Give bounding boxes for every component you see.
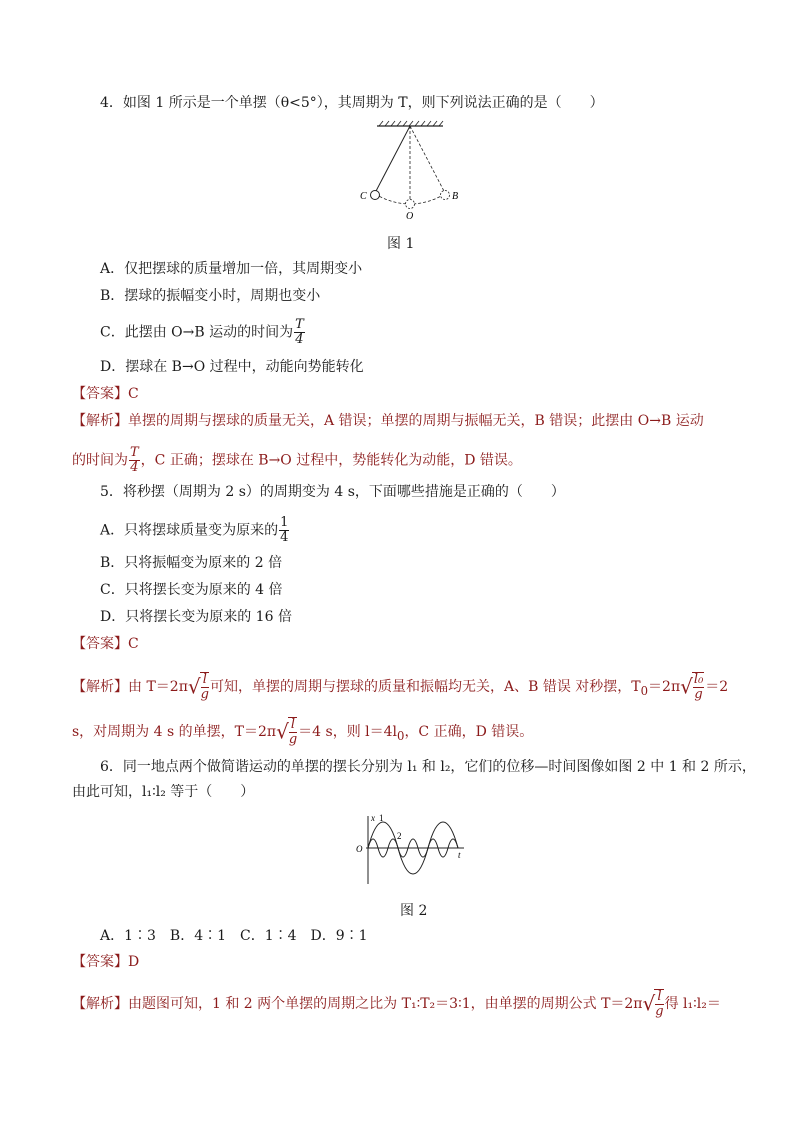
- analysis-text: 由题图可知，1 和 2 两个单摆的周期之比为 T₁∶T₂＝3∶1，由单摆的周期公式 T＝2π: [128, 996, 643, 1012]
- q6-options: A．1∶3 B．4∶1 C．1∶4 D．9∶1: [100, 928, 368, 944]
- figure1-caption: 图 1: [387, 236, 415, 252]
- q5-analysis-line1: [72, 672, 728, 702]
- q5-option-c: C．只将摆长变为原来的 4 倍: [100, 582, 283, 598]
- q4-answer: [72, 384, 139, 404]
- q5-option-a-text: A．只将摆球质量变为原来的: [100, 522, 279, 539]
- sqrt-l-over-g: √ $\frac{l}{g}$: [642, 989, 664, 1019]
- label-c: C: [360, 191, 367, 202]
- analysis-tag: 【解析】: [72, 679, 128, 695]
- q5-option-d: D．只将摆长变为原来的 16 倍: [100, 609, 292, 625]
- label-origin: O: [356, 844, 363, 854]
- q4-option-a: A．仅把摆球的质量增加一倍，其周期变小: [100, 261, 363, 277]
- analysis-text: ，C 正确；摆球在 B→O 过程中，势能转化为动能，D 错误。: [140, 452, 522, 469]
- label-o: O: [406, 211, 414, 222]
- answer-value: C: [128, 636, 139, 652]
- subscript-zero: 0: [397, 728, 405, 743]
- analysis-text: s，对周期为 4 s 的单摆，T＝2π: [72, 724, 277, 740]
- fraction-t-over-4: $\frac{T}{4}$: [130, 445, 139, 475]
- ball-c: [371, 191, 380, 200]
- fraction-1-over-4: $\frac{1}{4}$: [280, 515, 289, 545]
- analysis-tag: 【解析】: [72, 413, 128, 429]
- analysis-text: 单摆的周期与摆球的质量无关，A 错误；单摆的周期与振幅无关，B 错误；此摆由 O→B 运动: [128, 413, 704, 429]
- q4-analysis-line2: [72, 446, 522, 475]
- q4-option-d: D．摆球在 B→O 过程中，动能向势能转化: [100, 359, 364, 375]
- sqrt-l-over-g: √ $\frac{l}{g}$: [276, 717, 298, 747]
- q6-stem-line1: 6．同一地点两个做简谐运动的单摆的摆长分别为 l₁ 和 l₂，它们的位移—时间图像如图 2 中 1 和 2 所示，: [100, 759, 756, 775]
- analysis-text: ＝2: [705, 679, 729, 695]
- label-x: x: [371, 813, 375, 823]
- label-curve-2: 2: [397, 831, 402, 841]
- ball-b: [441, 191, 450, 200]
- q5-option-a: [100, 516, 290, 545]
- q5-stem: 5．将秒摆（周期为 2 s）的周期变为 4 s，下面哪些措施是正确的（ ）: [100, 484, 565, 500]
- q6-analysis: [72, 989, 721, 1019]
- q5-analysis-line2: [72, 717, 533, 747]
- q4-stem: 4．如图 1 所示是一个单摆（θ<5°），其周期为 T，则下列说法正确的是（ ）: [100, 95, 604, 111]
- fraction-t-over-4: $\frac{T}{4}$: [295, 317, 304, 347]
- q5-option-b: B．只将振幅变为原来的 2 倍: [100, 555, 283, 571]
- label-b: B: [452, 191, 459, 202]
- displacement-time-figure: [352, 812, 472, 888]
- analysis-text: 的时间为: [72, 452, 128, 469]
- q6-stem-line2: 由此可知，l₁∶l₂ 等于（ ）: [72, 784, 255, 800]
- answer-tag: 【答案】: [72, 954, 128, 970]
- q5-answer: [72, 634, 139, 654]
- answer-value: D: [128, 954, 140, 970]
- ceiling-hatch: [377, 121, 443, 126]
- q4-option-b: B．摆球的振幅变小时，周期也变小: [100, 288, 321, 304]
- analysis-text: ＝4 s，则 l＝4l: [298, 724, 398, 740]
- q4-option-c: [100, 318, 306, 347]
- q4-analysis-line1: [72, 411, 704, 431]
- analysis-text: ，C 正确，D 错误。: [404, 724, 534, 740]
- string-c: [375, 126, 410, 193]
- string-b: [410, 126, 445, 193]
- sqrt-l-over-g: √ $\frac{l}{g}$: [187, 672, 209, 702]
- answer-value: C: [128, 386, 139, 402]
- sqrt-l0-over-g: √ $\frac{\text{l₀}}{g}$: [680, 672, 704, 702]
- analysis-text: ＝2π: [648, 679, 681, 695]
- analysis-tag: 【解析】: [72, 996, 128, 1012]
- ball-o: [406, 200, 415, 209]
- analysis-text: 由 T＝2π: [128, 679, 188, 695]
- answer-tag: 【答案】: [72, 636, 128, 652]
- pendulum-figure: [355, 118, 465, 222]
- analysis-text: 可知，单摆的周期与摆球的质量和振幅均无关，A、B 错误 对秒摆，T: [209, 679, 641, 695]
- q4-option-c-text: C．此摆由 O→B 运动的时间为: [100, 324, 294, 341]
- label-curve-1: 1: [379, 813, 384, 823]
- figure2-caption: 图 2: [400, 903, 428, 919]
- answer-tag: 【答案】: [72, 386, 128, 402]
- analysis-text: 得 l₁∶l₂＝: [664, 996, 721, 1012]
- label-t: t: [458, 850, 461, 860]
- subscript-zero: 0: [640, 683, 649, 698]
- q6-answer: [72, 952, 139, 972]
